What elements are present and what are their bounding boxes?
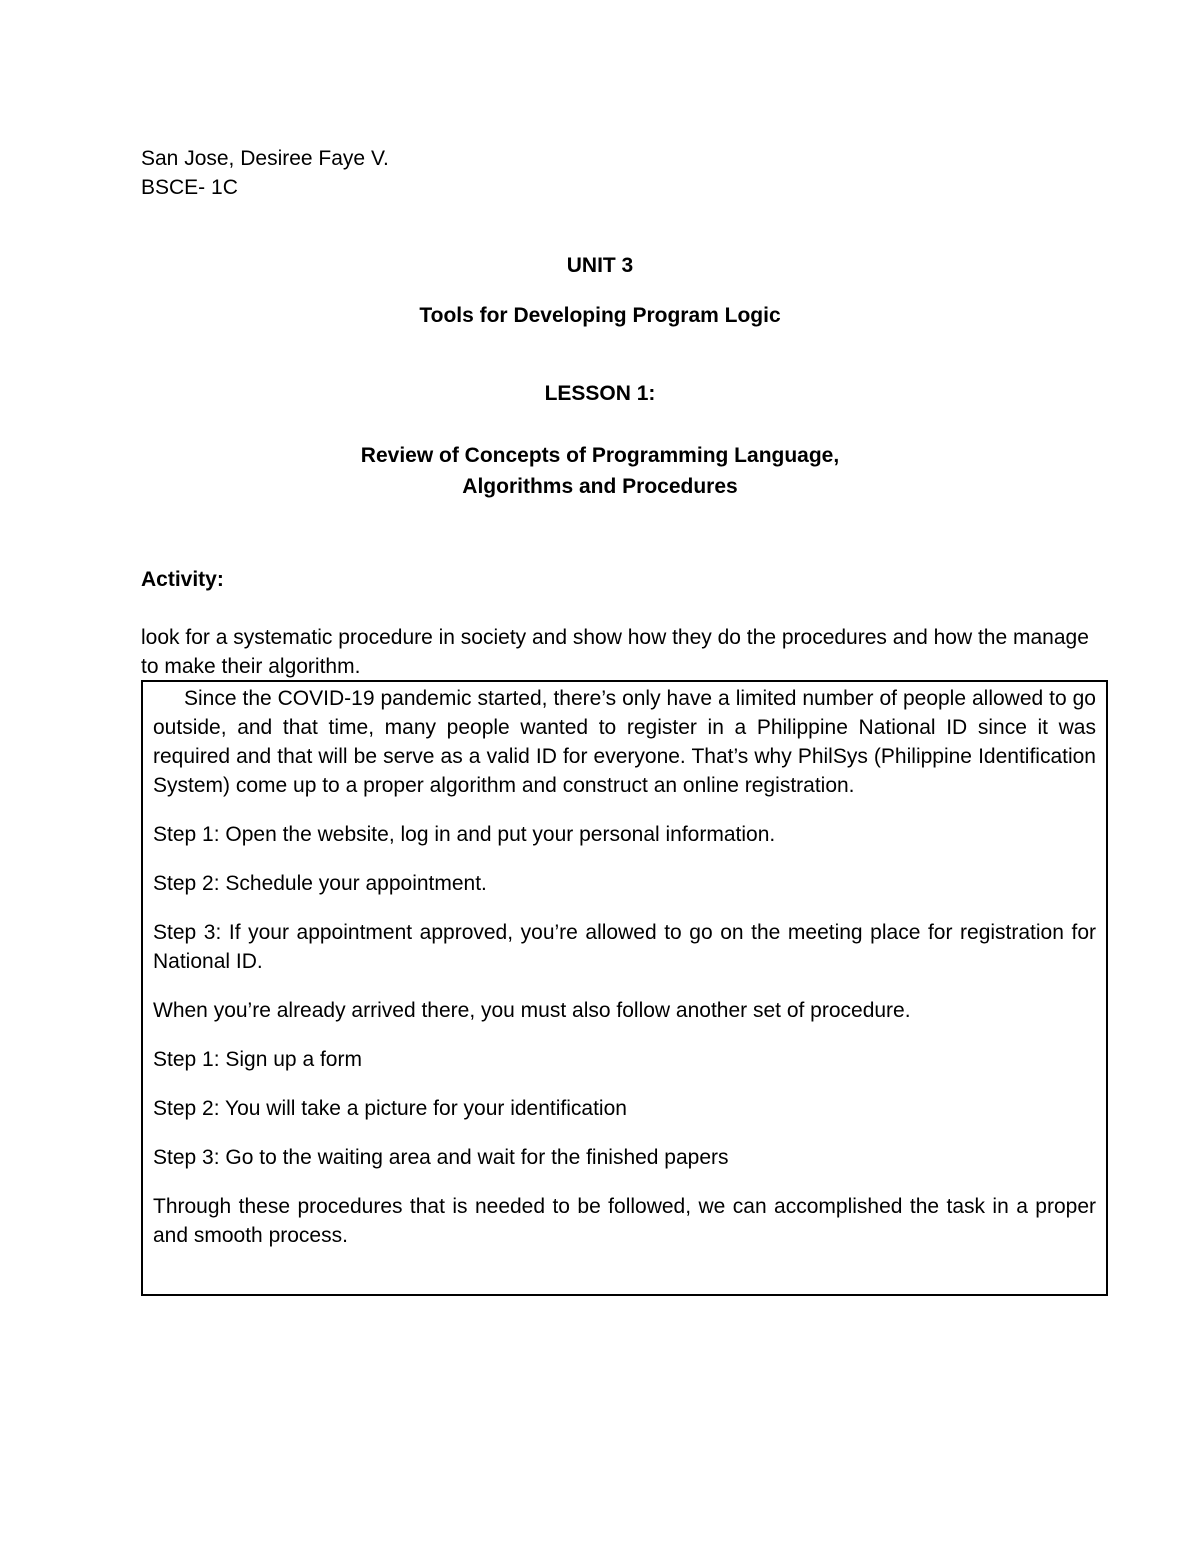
lesson-title: [0, 440, 1200, 502]
activity-label: Activity:: [141, 568, 224, 591]
online-step-3: Step 3: If your appointment approved, you’re allowed to go on the meeting place for registration for National ID.: [153, 921, 1096, 973]
online-step-2: Step 2: Schedule your appointment.: [153, 872, 487, 895]
lesson-title-line-1: Review of Concepts of Programming Language,: [360, 444, 840, 467]
activity-instructions: look for a systematic procedure in society and show how they do the procedures and how the manage to make their algorithm.: [141, 626, 1089, 678]
topic-heading: Tools for Developing Program Logic: [419, 304, 781, 327]
lesson-title-line-2: Algorithms and Procedures: [462, 475, 738, 498]
onsite-step-3: Step 3: Go to the waiting area and wait for the finished papers: [153, 1146, 729, 1169]
student-name: San Jose, Desiree Faye V.: [141, 147, 389, 170]
onsite-step-2: Step 2: You will take a picture for your identification: [153, 1097, 627, 1120]
student-info: [141, 144, 389, 202]
answer-conclusion: Through these procedures that is needed to be followed, we can accomplished the task in a proper and smooth process.: [153, 1195, 1096, 1247]
answer-intro: Since the COVID-19 pandemic started, there’s only have a limited number of people allowed to go outside, and that time, many people wanted to register in a Philippine National ID since it was required and that will be serve as a valid ID for everyone. That’s why PhilSys (Philippine Identification System) come up to a proper algorithm and construct an online registration.: [153, 687, 1096, 797]
online-step-1: Step 1: Open the website, log in and put your personal information.: [153, 823, 776, 846]
student-section: BSCE- 1C: [141, 176, 238, 199]
lesson-heading: LESSON 1:: [544, 382, 656, 405]
onsite-step-1: Step 1: Sign up a form: [153, 1048, 362, 1071]
answer-transition: When you’re already arrived there, you must also follow another set of procedure.: [153, 999, 911, 1022]
answer-box: [141, 680, 1108, 1296]
unit-heading: UNIT 3: [566, 254, 634, 277]
